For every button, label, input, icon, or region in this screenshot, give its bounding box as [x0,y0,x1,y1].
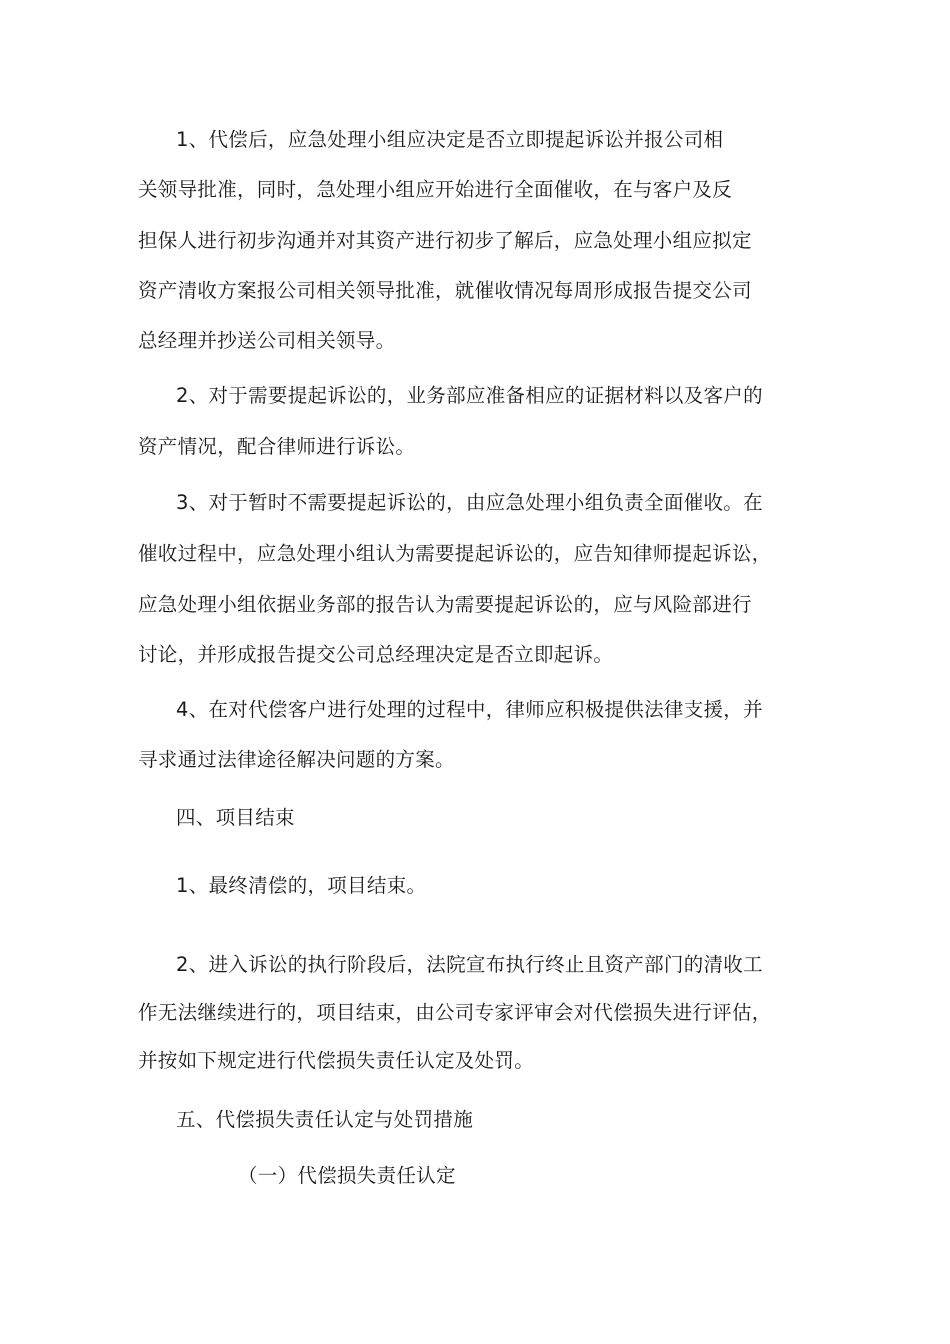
paragraph-2-line-2: 资产情况，配合律师进行诉讼。 [138,435,416,458]
paragraph-6-line-2: 作无法继续进行的，项目结束，由公司专家评审会对代偿损失进行评估， [138,1001,772,1024]
paragraph-3-line-3: 应急处理小组依据业务部的报告认为需要提起诉讼的，应与风险部进行 [138,593,752,616]
subsection-heading-1: （一）代偿损失责任认定 [238,1164,456,1187]
paragraph-1-line-4: 资产清收方案报公司相关领导批准，就催收情况每周形成报告提交公司 [138,279,752,302]
paragraph-5-line-1: 1、最终清偿的，项目结束。 [176,874,427,897]
paragraph-1-line-2: 关领导批准，同时，急处理小组应开始进行全面催收，在与客户及反 [138,178,733,201]
section-heading-5: 五、代偿损失责任认定与处罚措施 [176,1108,474,1131]
section-heading-4: 四、项目结束 [176,806,295,829]
paragraph-1-line-3: 担保人进行初步沟通并对其资产进行初步了解后，应急处理小组应拟定 [138,229,752,252]
paragraph-4-line-1: 4、在对代偿客户进行处理的过程中，律师应积极提供法律支援，并 [176,698,763,721]
paragraph-1-line-5: 总经理并抄送公司相关领导。 [138,329,396,352]
paragraph-6-line-3: 并按如下规定进行代偿损失责任认定及处罚。 [138,1049,535,1072]
paragraph-1-line-1: 1、代偿后，应急处理小组应决定是否立即提起诉讼并报公司相 [176,128,724,151]
paragraph-2-line-1: 2、对于需要提起诉讼的，业务部应准备相应的证据材料以及客户的 [176,384,763,407]
paragraph-3-line-4: 讨论，并形成报告提交公司总经理决定是否立即起诉。 [138,643,614,666]
paragraph-4-line-2: 寻求通过法律途径解决问题的方案。 [138,748,455,771]
paragraph-3-line-2: 催收过程中，应急处理小组认为需要提起诉讼的，应告知律师提起诉讼， [138,542,772,565]
paragraph-3-line-1: 3、对于暂时不需要提起诉讼的，由应急处理小组负责全面催收。在 [176,491,763,514]
paragraph-6-line-1: 2、进入诉讼的执行阶段后，法院宣布执行终止且资产部门的清收工 [176,953,763,976]
